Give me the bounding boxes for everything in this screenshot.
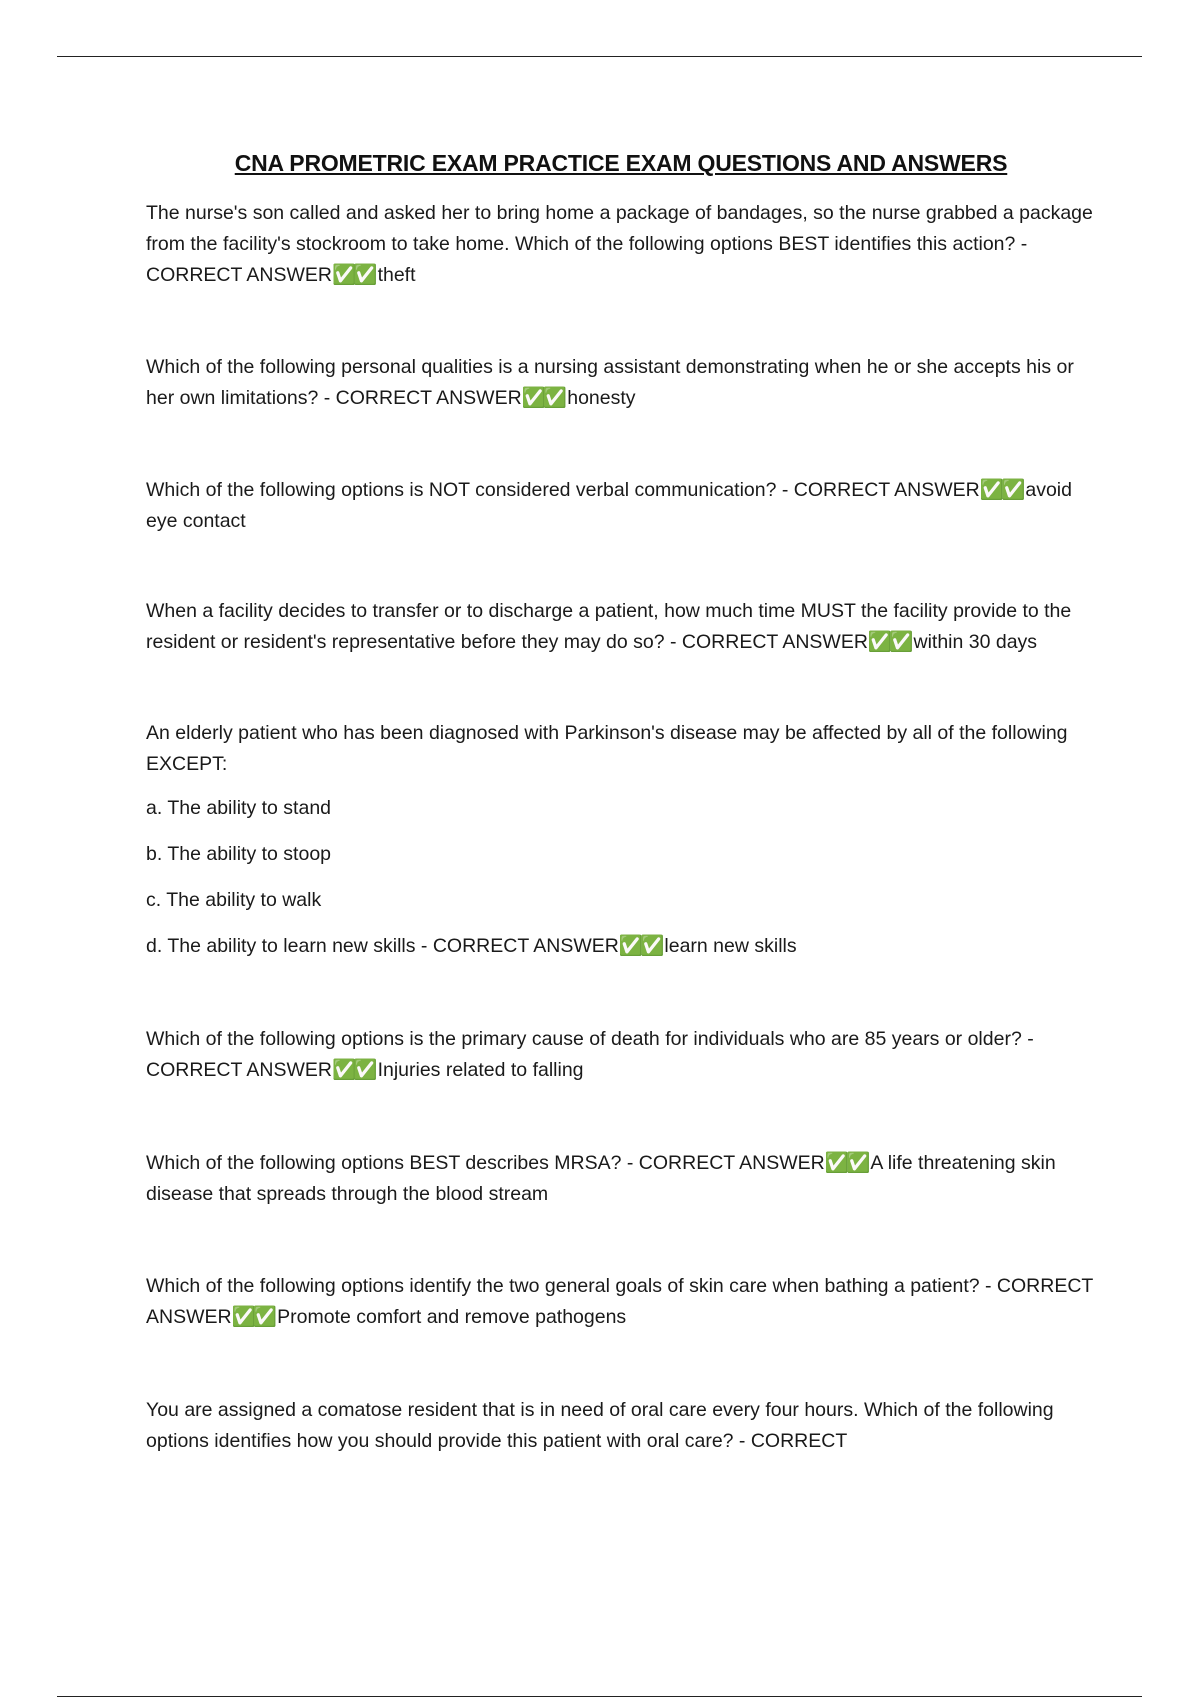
option-d-text: d. The ability to learn new skills - CORRECT ANSWER — [146, 935, 619, 957]
question-3 — [146, 475, 1096, 537]
answer-text: theft — [377, 264, 416, 286]
question-text: Which of the following options is the primary cause of death for individuals who are 85 years or older? - CORRECT ANSWER — [146, 1028, 1034, 1081]
question-4 — [146, 596, 1096, 658]
option-c: c. The ability to walk — [146, 889, 322, 911]
check-marks-icon: ✅✅ — [979, 479, 1023, 501]
question-text: When a facility decides to transfer or to discharge a patient, how much time MUST the facility provide to the resident or resident's representative before they may do so? - CORRECT ANSWER — [146, 600, 1072, 653]
top-rule — [57, 56, 1142, 57]
option-d — [146, 931, 797, 962]
question-text: You are assigned a comatose resident that is in need of oral care every four hours. Which of the following options identifies how you should provide this patient with oral care? - CORRECT — [146, 1399, 1054, 1452]
check-marks-icon: ✅✅ — [521, 387, 565, 409]
answer-text: Promote comfort and remove pathogens — [277, 1306, 627, 1328]
bottom-rule — [57, 1696, 1142, 1697]
answer-text: honesty — [567, 387, 636, 409]
question-text: Which of the following personal qualities is a nursing assistant demonstrating when he or she accepts his or her own limitations? - CORRECT ANSWER — [146, 356, 1074, 409]
check-marks-icon: ✅✅ — [231, 1306, 275, 1328]
check-marks-icon: ✅✅ — [867, 631, 911, 653]
question-text: Which of the following options BEST describes MRSA? - CORRECT ANSWER — [146, 1152, 825, 1174]
question-1 — [146, 198, 1096, 291]
check-marks-icon: ✅✅ — [332, 1059, 375, 1081]
option-b: b. The ability to stoop — [146, 843, 332, 865]
question-5 — [146, 718, 1096, 780]
answer-text: learn new skills — [664, 935, 797, 957]
answer-text: within 30 days — [913, 631, 1038, 653]
question-7 — [146, 1148, 1096, 1210]
check-marks-icon: ✅✅ — [332, 264, 375, 286]
question-text: An elderly patient who has been diagnosed with Parkinson's disease may be affected by all of the following EXCEPT: — [146, 722, 1068, 775]
question-2 — [146, 352, 1096, 414]
question-text: The nurse's son called and asked her to bring home a package of bandages, so the nurse grabbed a package from the facility's stockroom to take home. Which of the following options BEST identifies this action? - CORRECT ANSWER — [146, 202, 1093, 286]
document-title: CNA PROMETRIC EXAM PRACTICE EXAM QUESTIONS AND ANSWERS — [234, 150, 1008, 176]
answer-text: A life threatening skin disease that spreads through the blood stream — [146, 1152, 1056, 1205]
document-header — [146, 150, 1096, 191]
question-text: Which of the following options is NOT considered verbal communication? - CORRECT ANSWER — [146, 479, 980, 501]
check-marks-icon: ✅✅ — [824, 1152, 868, 1174]
question-6 — [146, 1024, 1096, 1086]
question-8 — [146, 1271, 1096, 1333]
question-text: Which of the following options identify the two general goals of skin care when bathing a patient? - CORRECT ANSWER — [146, 1275, 1093, 1328]
answer-text: Injuries related to falling — [377, 1059, 584, 1081]
question-9 — [146, 1395, 1096, 1457]
answer-text: avoid eye contact — [146, 479, 1072, 532]
check-marks-icon: ✅✅ — [618, 935, 662, 957]
option-a: a. The ability to stand — [146, 797, 332, 819]
